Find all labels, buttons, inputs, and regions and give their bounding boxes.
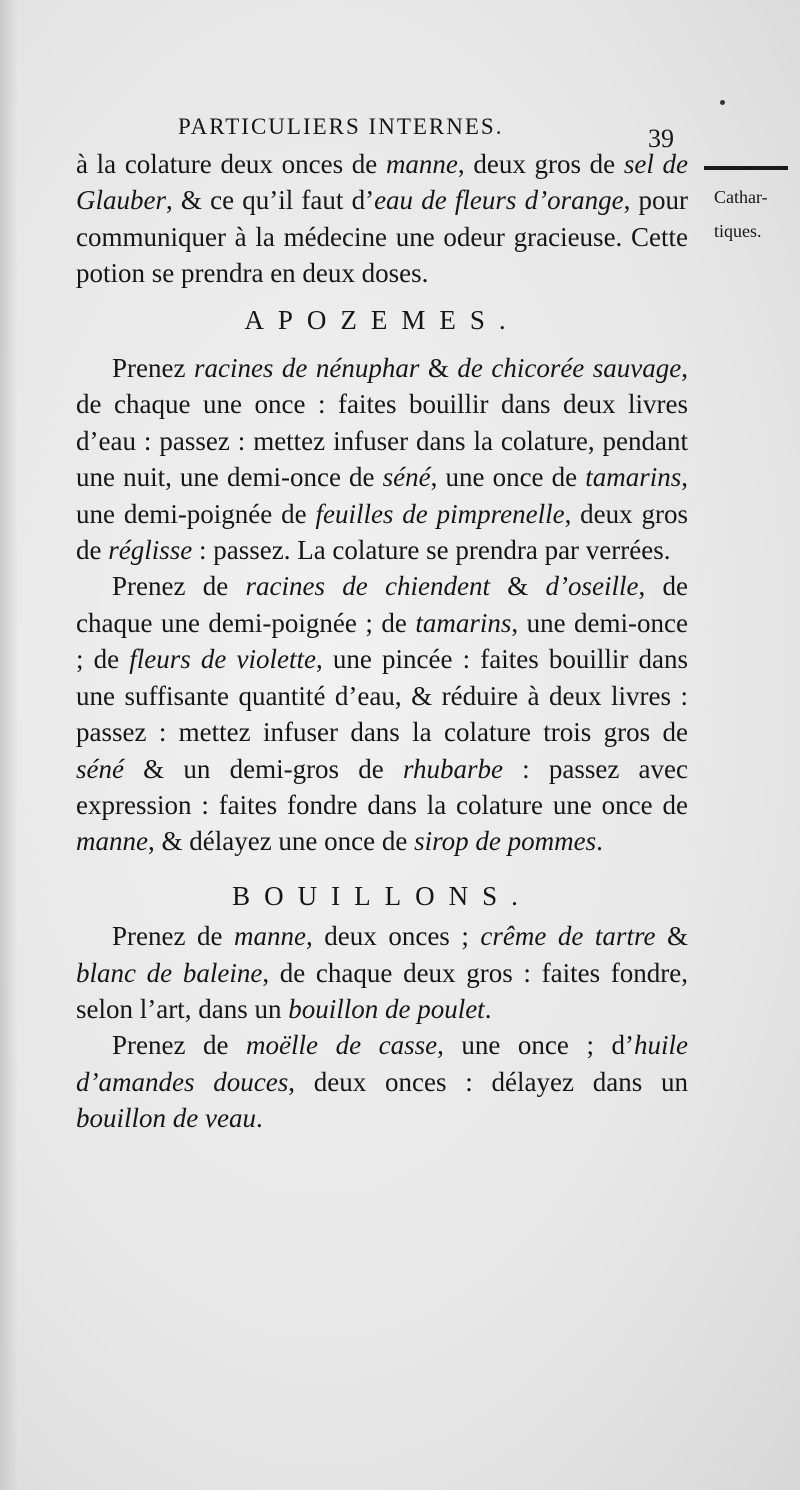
- margin-note-line: tiques.: [714, 221, 762, 241]
- running-head: PARTICULIERS INTERNES.: [178, 114, 504, 139]
- text-run: , de chaque une demi-poignée ; de: [76, 571, 688, 638]
- text-run: : passez. La colature se prendra par verrées.: [192, 535, 671, 566]
- page-body: [76, 146, 688, 1137]
- text-run: , une once ; d’: [437, 1030, 634, 1061]
- text-run: , une once de: [430, 462, 586, 493]
- paragraph-bouillon-2: [76, 1027, 688, 1136]
- text-run: &: [489, 571, 546, 602]
- text-run: Prenez de: [112, 1030, 247, 1061]
- italic-run: sirop de pommes: [414, 826, 597, 857]
- italic-run: tamarins: [415, 607, 512, 638]
- italic-run: feuilles de pimprenelle: [315, 498, 565, 529]
- paragraph-apozeme-2: [76, 568, 688, 859]
- text-run: : passez avec expression : faites fondre dans la colature une once de: [76, 753, 688, 820]
- text-run: , pour communiquer à la médecine une odeur gracieuse. Cette potion se prendra en deux doses.: [76, 185, 688, 289]
- italic-run: bouillon de poulet: [288, 993, 485, 1024]
- text-run: , une demi-poignée de: [76, 462, 689, 529]
- paragraph-bouillon-1: [76, 918, 688, 1027]
- ink-mark: [720, 100, 725, 105]
- text-run: , deux gros de: [457, 149, 624, 179]
- italic-run: réglisse: [108, 535, 193, 566]
- section-heading-apozemes: APOZEMES.: [244, 304, 520, 335]
- text-run: , une pincée : faites bouillir dans une suffisante quantité d’eau, & réduire à deux livres : passez : mettez infuser dans la colature trois gros de: [76, 644, 688, 748]
- italic-run: d’oseille: [545, 571, 639, 602]
- italic-run: rhubarbe: [402, 753, 503, 784]
- page-number: 39: [648, 124, 674, 153]
- italic-run: sel de Glauber: [76, 149, 689, 216]
- text-run: &: [419, 353, 458, 384]
- italic-run: séné: [382, 462, 431, 493]
- text-run: , & ce qu’il faut d’: [166, 185, 375, 216]
- text-run: à la colature deux onces de: [76, 149, 386, 179]
- text-run: , deux onces ;: [306, 921, 481, 952]
- paragraph-potion-end: [76, 146, 688, 292]
- italic-run: blanc de baleine: [76, 957, 263, 988]
- paragraph-apozeme-1: [76, 350, 688, 568]
- text-run: , de chaque deux gros : faites fondre, selon l’art, dans un: [76, 957, 688, 1024]
- text-run: & un demi-gros de: [123, 753, 403, 784]
- italic-run: fleurs de violette: [129, 644, 316, 675]
- text-run: Prenez de: [112, 921, 235, 952]
- italic-run: manne: [234, 921, 307, 952]
- italic-run: racines de nénuphar: [193, 353, 420, 384]
- italic-run: manne: [385, 149, 458, 179]
- italic-run: moëlle de casse: [246, 1030, 438, 1061]
- text-run: , deux gros de: [76, 498, 688, 566]
- italic-run: racines de chiendent: [245, 571, 490, 602]
- text-run: Prenez: [112, 353, 194, 384]
- text-run: .: [484, 993, 492, 1024]
- section-heading-bouillons: BOUILLONS.: [232, 880, 532, 911]
- margin-note: [714, 180, 798, 248]
- italic-run: huile d’amandes douces: [76, 1030, 688, 1097]
- text-run: .: [596, 826, 603, 857]
- text-run: &: [655, 921, 688, 952]
- italic-run: manne: [76, 826, 148, 857]
- italic-run: séné: [76, 753, 124, 784]
- margin-note-line: Cathar-: [714, 187, 768, 207]
- text-run: , de chaque une once : faites bouillir dans deux livres d’eau : passez : mettez infuser dans la colature, pendant une nuit, une demi-once de: [76, 353, 688, 493]
- text-run: , une demi-once ; de: [76, 607, 688, 675]
- italic-run: tamarins: [585, 462, 682, 493]
- margin-rule: [704, 166, 788, 170]
- page-gutter-shadow: [0, 0, 18, 1490]
- italic-run: eau de fleurs d’orange: [374, 185, 624, 216]
- text-run: .: [255, 1103, 263, 1134]
- italic-run: bouillon de veau: [76, 1103, 256, 1134]
- italic-run: de chicorée sauvage: [457, 353, 682, 384]
- text-run: , deux onces : délayez dans un: [288, 1066, 688, 1097]
- text-run: , & délayez une once de: [147, 826, 415, 857]
- italic-run: crême de tartre: [480, 921, 656, 952]
- text-run: Prenez de: [112, 571, 246, 602]
